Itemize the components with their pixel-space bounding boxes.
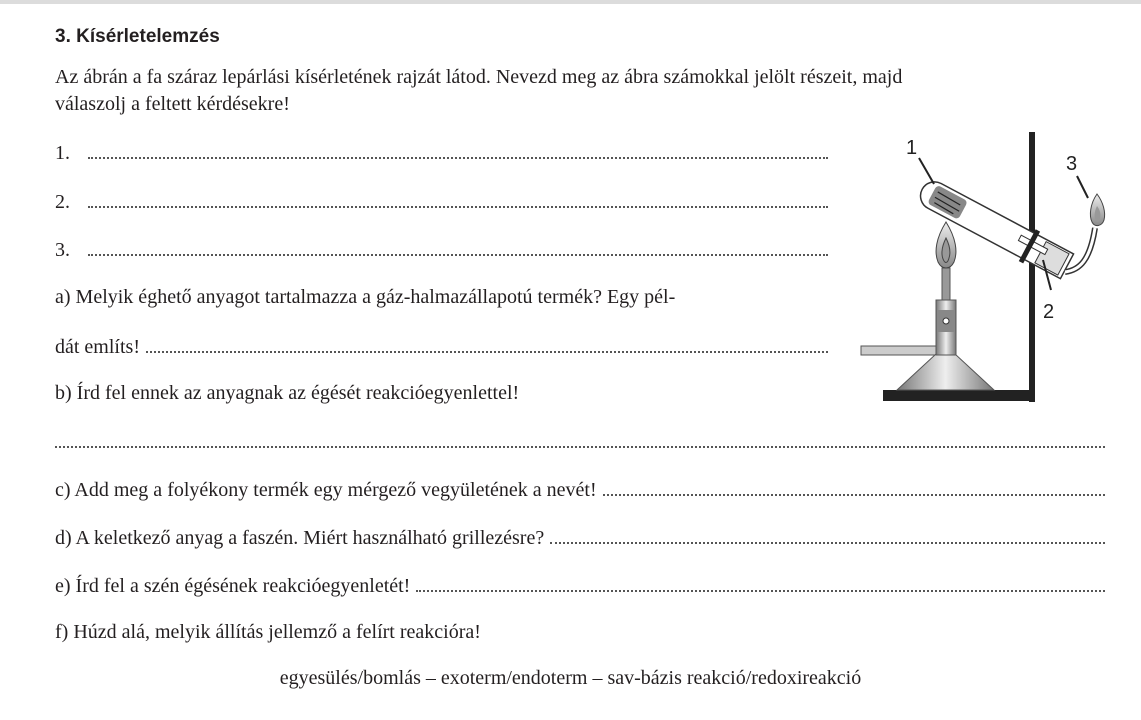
reaction-options[interactable]: egyesülés/bomlás – exoterm/endoterm – sav-bázis reakció/redoxireakció (279, 667, 862, 689)
question-f: f) Húzd alá, melyik állítás jellemző a felírt reakcióra! (55, 621, 481, 643)
top-border (0, 0, 1141, 4)
answer-row-3 (55, 238, 828, 264)
question-a-line-2: dát említs! (55, 336, 140, 358)
pointer-1 (919, 158, 934, 184)
answer-row-1 (55, 141, 828, 167)
test-tube (914, 173, 1076, 282)
answer-field-e[interactable] (416, 574, 1105, 592)
answer-row-b (55, 430, 1105, 456)
question-d: d) A keletkező anyag a faszén. Miért használható grillezésre? (55, 527, 545, 549)
question-a-row (55, 335, 828, 361)
answer-field-b[interactable] (55, 430, 1105, 448)
answer-row-2 (55, 190, 828, 216)
question-c-row (55, 478, 1105, 504)
row-number: 2. (55, 191, 70, 213)
label-2: 2 (1043, 301, 1055, 323)
question-b: b) Írd fel ennek az anyagnak az égését reakcióegyenlettel! (55, 382, 520, 404)
answer-field-1[interactable] (88, 141, 828, 159)
intro-line-2: válaszolj a feltett kérdésekre! (55, 93, 290, 115)
label-3: 3 (1066, 153, 1078, 175)
question-c: c) Add meg a folyékony termék egy mérgező vegyületének a nevét! (55, 479, 597, 501)
intro-line-1: Az ábrán a fa száraz lepárlási kísérletének rajzát látod. Nevezd meg az ábra számokkal jelölt részeit, majd (55, 66, 903, 88)
exercise-title: 3. Kísérletelemzés (55, 26, 220, 47)
question-e: e) Írd fel a szén égésének reakcióegyenletét! (55, 575, 411, 597)
pointer-3 (1077, 176, 1088, 198)
row-number: 3. (55, 239, 70, 261)
answer-field-d[interactable] (550, 526, 1105, 544)
answer-field-3[interactable] (88, 238, 828, 256)
question-e-row (55, 574, 1105, 600)
label-1: 1 (906, 137, 918, 159)
dry-distillation-diagram (840, 120, 1140, 420)
question-a-line-1: a) Melyik éghető anyagot tartalmazza a gáz-halmazállapotú termék? Egy pél- (55, 286, 676, 308)
question-d-row (55, 526, 1105, 552)
bunsen-burner (861, 222, 994, 390)
row-number: 1. (55, 142, 70, 164)
answer-field-a[interactable] (146, 335, 828, 353)
answer-field-2[interactable] (88, 190, 828, 208)
answer-field-c[interactable] (603, 478, 1105, 496)
